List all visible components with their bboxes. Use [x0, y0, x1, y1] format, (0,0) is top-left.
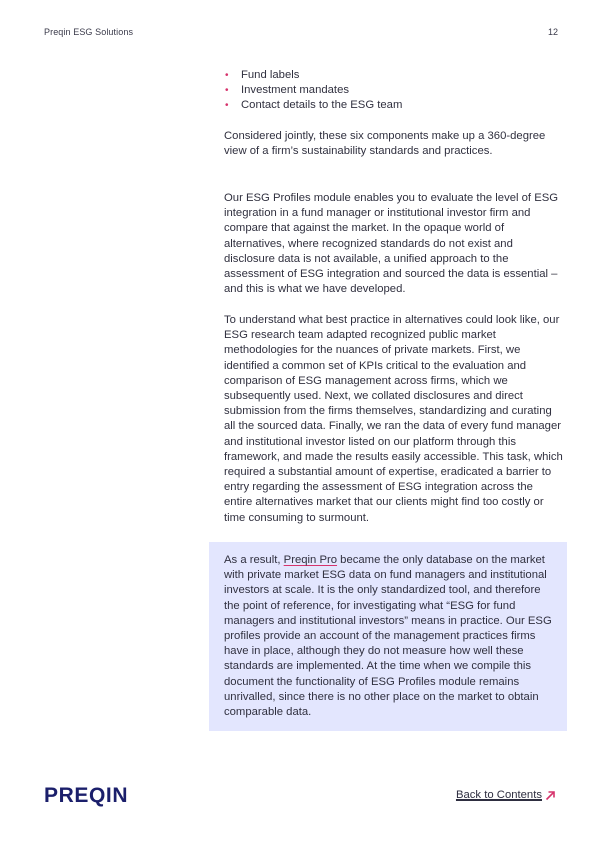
bullet-icon: •: [225, 70, 229, 81]
back-to-contents-link[interactable]: [456, 789, 556, 801]
page-number: 12: [547, 27, 558, 37]
back-to-contents-label: Back to Contents: [455, 789, 542, 801]
header-title: Preqin ESG Solutions: [44, 27, 134, 37]
paragraph-methodology: To understand what best practice in alternatives could look like, our ESG research team adapted recognized public market methodologies for the nuances of private markets. First, we identified a common set of KPIs critical to the evaluation and comparison of ESG management across firms, which we subsequently used. Next, we collated disclosures and direct submission from the firms themselves, standardizing and curating all the sourced data. Finally, we ran the data of every fund manager and institutional investor listed on our platform through this framework, and made the results easily accessible. This task, which required a substantial amount of expertise, eradicated a barrier to entry regarding the assessment of ESG integration across the entire alternatives market that our clients might find too costly or time consuming to surmount.: [224, 314, 563, 524]
list-item: • Fund labels: [224, 68, 402, 83]
bullet-icon: •: [225, 85, 229, 97]
preqin-pro-link[interactable]: Preqin Pro: [283, 554, 338, 566]
bullet-icon: •: [225, 100, 229, 112]
preqin-logo: PREQIN: [44, 784, 129, 807]
bullet-list: [224, 68, 402, 114]
callout-text: As a result, Preqin Pro became the only database on the market with private market ESG data on fund managers and institutional investors at scale. It is the only standardized tool, and therefore the point of reference, for investigating what “ESG for fund managers and institutional investors” means in practice. Our ESG profiles provide an account of the management practices firms have in place, although they do not measure how well these standards are implemented. At the time when we compile this document the functionality of ESG Profiles module remains unrivalled, since there is no other place on the market to obtain comparable data.: [224, 554, 552, 719]
list-item: • Investment mandates: [224, 83, 402, 98]
paragraph-summary: Considered jointly, these six components make up a 360-degree view of a firm’s sustainability standards and practices.: [224, 130, 546, 158]
paragraph-esg-profiles: Our ESG Profiles module enables you to evaluate the level of ESG integration in a fund manager or institutional investor firm and compare that against the market. In the opaque world of alternatives, where recognized standards do not exist and disclosure data is not available, a unified approach to the assessment of ESG integration and sourced the data is essential – and this is what we have developed.: [224, 192, 559, 296]
arrow-up-right-icon: [545, 790, 556, 801]
list-item: • Contact details to the ESG team: [224, 98, 402, 113]
